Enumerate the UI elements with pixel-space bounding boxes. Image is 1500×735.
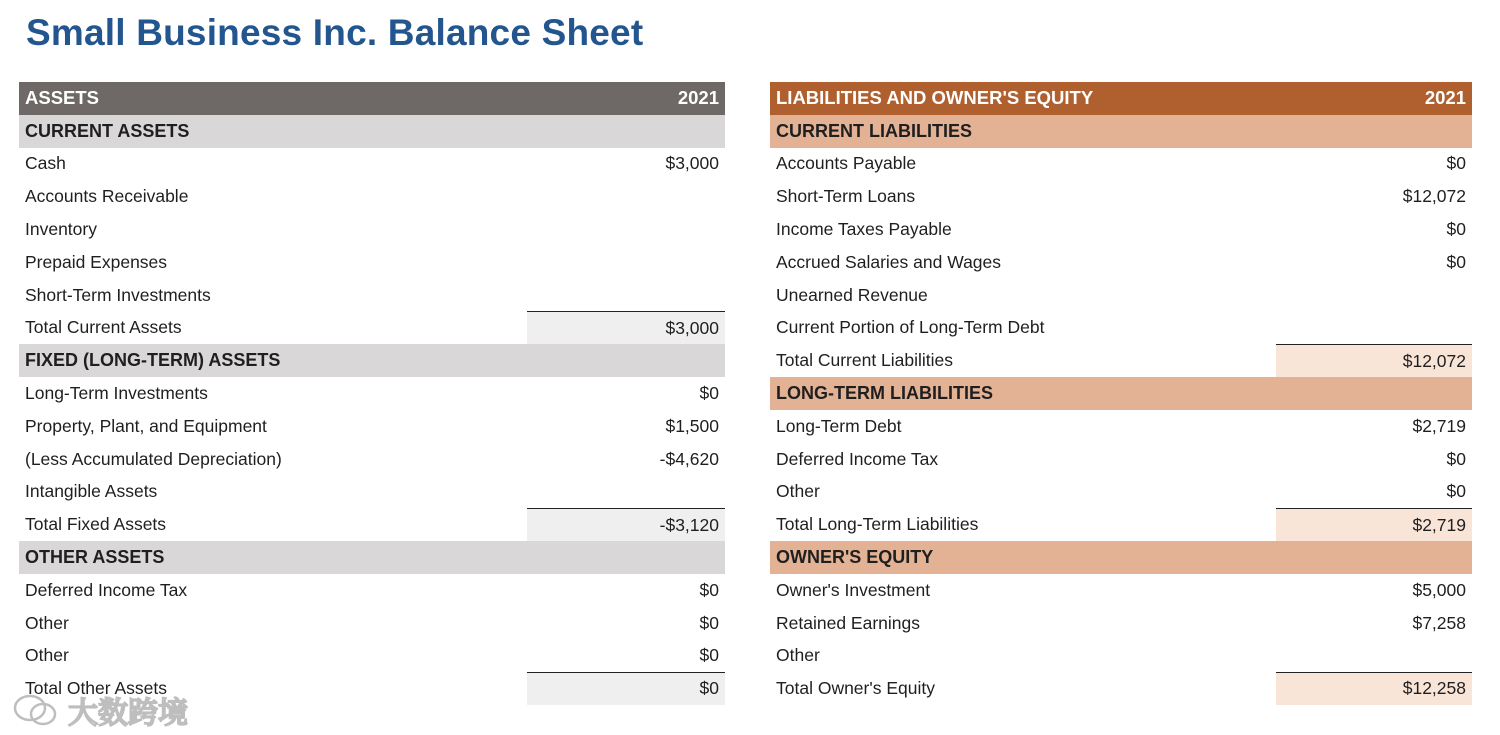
- assets-line-item-row: [19, 377, 725, 410]
- liabilities-line-item-row: [770, 607, 1472, 640]
- assets-line-item-row: [19, 246, 725, 279]
- liabilities-line-item-row: [770, 148, 1472, 181]
- assets-header-row: [19, 82, 725, 115]
- assets-line-item-row: [19, 443, 725, 476]
- liabilities-row-value: $0: [1446, 481, 1466, 502]
- assets-row-value: $1,500: [665, 415, 719, 436]
- assets-row-label: Other: [25, 612, 69, 633]
- liabilities-line-item-row: [770, 476, 1472, 509]
- assets-row-label: Prepaid Expenses: [25, 251, 168, 272]
- assets-row-label: Total Other Assets: [25, 678, 168, 699]
- liabilities-row-value: [1276, 377, 1472, 410]
- assets-row-value: [527, 541, 725, 574]
- assets-section-row: [19, 541, 725, 574]
- liabilities-line-item-row: [770, 279, 1472, 312]
- assets-table-body: [19, 82, 725, 705]
- liabilities-line-item-row: [770, 574, 1472, 607]
- liabilities-line-item-row: [770, 180, 1472, 213]
- assets-section-row: [19, 344, 725, 377]
- assets-row-value: -$4,620: [659, 448, 719, 469]
- assets-row-value: $0: [527, 672, 725, 705]
- assets-row-label: FIXED (LONG-TERM) ASSETS: [19, 344, 527, 377]
- assets-header-year: 2021: [527, 82, 725, 115]
- liabilities-row-label: OWNER'S EQUITY: [770, 541, 1276, 574]
- liabilities-section-row: [770, 115, 1472, 148]
- liabilities-line-item-row: [770, 443, 1472, 476]
- liabilities-row-label: LONG-TERM LIABILITIES: [770, 377, 1276, 410]
- liabilities-row-value: $12,072: [1402, 186, 1466, 207]
- assets-row-value: [527, 344, 725, 377]
- assets-total-row: [19, 312, 725, 345]
- assets-line-item-row: [19, 148, 725, 181]
- assets-row-value: [527, 476, 725, 509]
- liabilities-row-value: [1276, 115, 1472, 148]
- assets-row-value: $0: [699, 579, 719, 600]
- liabilities-header-row: [770, 82, 1472, 115]
- assets-row-label: Property, Plant, and Equipment: [25, 415, 267, 436]
- liabilities-row-label: Other: [776, 481, 820, 502]
- liabilities-row-value: $0: [1446, 448, 1466, 469]
- assets-line-item-row: [19, 180, 725, 213]
- liabilities-line-item-row: [770, 312, 1472, 345]
- liabilities-row-value: $12,258: [1276, 672, 1472, 705]
- assets-row-label: Long-Term Investments: [25, 383, 208, 404]
- watermark: [10, 688, 188, 732]
- liabilities-header-label: LIABILITIES AND OWNER'S EQUITY: [770, 82, 1276, 115]
- liabilities-line-item-row: [770, 213, 1472, 246]
- liabilities-line-item-row: [770, 410, 1472, 443]
- assets-header-label: ASSETS: [19, 82, 527, 115]
- liabilities-row-value: [1276, 279, 1472, 312]
- assets-row-value: [527, 115, 725, 148]
- assets-line-item-row: [19, 476, 725, 509]
- wechat-style-logo-icon: [10, 693, 62, 727]
- assets-row-label: Deferred Income Tax: [25, 579, 188, 600]
- liabilities-table: [770, 82, 1472, 705]
- liabilities-row-label: Deferred Income Tax: [776, 448, 939, 469]
- liabilities-row-value: $5,000: [1412, 579, 1466, 600]
- assets-row-value: $0: [699, 383, 719, 404]
- assets-total-row: [19, 508, 725, 541]
- assets-row-label: Other: [25, 645, 69, 666]
- liabilities-line-item-row: [770, 246, 1472, 279]
- liabilities-row-label: Total Current Liabilities: [776, 350, 954, 371]
- liabilities-header-year: 2021: [1276, 82, 1472, 115]
- liabilities-row-value: [1276, 312, 1472, 345]
- liabilities-table-body: [770, 82, 1472, 705]
- liabilities-total-row: [770, 508, 1472, 541]
- assets-row-label: CURRENT ASSETS: [19, 115, 527, 148]
- assets-row-label: (Less Accumulated Depreciation): [25, 448, 282, 469]
- assets-row-label: Intangible Assets: [25, 481, 158, 502]
- liabilities-total-row: [770, 672, 1472, 705]
- liabilities-row-value: [1276, 640, 1472, 673]
- liabilities-row-label: Income Taxes Payable: [776, 219, 952, 240]
- assets-row-label: OTHER ASSETS: [19, 541, 527, 574]
- assets-row-value: $0: [699, 645, 719, 666]
- page-title: Small Business Inc. Balance Sheet: [26, 12, 644, 53]
- liabilities-line-item-row: [770, 640, 1472, 673]
- liabilities-row-label: Short-Term Loans: [776, 186, 916, 207]
- liabilities-row-value: $7,258: [1412, 612, 1466, 633]
- liabilities-row-value: $12,072: [1276, 344, 1472, 377]
- liabilities-row-label: Owner's Investment: [776, 579, 931, 600]
- liabilities-section-row: [770, 377, 1472, 410]
- liabilities-row-label: Long-Term Debt: [776, 415, 902, 436]
- assets-row-label: Cash: [25, 153, 66, 174]
- liabilities-row-label: Other: [776, 645, 820, 666]
- assets-line-item-row: [19, 607, 725, 640]
- assets-row-value: [527, 180, 725, 213]
- assets-row-label: Inventory: [25, 219, 97, 240]
- assets-line-item-row: [19, 213, 725, 246]
- assets-row-label: Short-Term Investments: [25, 284, 211, 305]
- assets-row-value: $0: [699, 612, 719, 633]
- assets-line-item-row: [19, 410, 725, 443]
- assets-line-item-row: [19, 640, 725, 673]
- assets-table: [19, 82, 725, 705]
- liabilities-row-label: Total Owner's Equity: [776, 678, 935, 699]
- assets-row-value: $3,000: [665, 153, 719, 174]
- assets-row-value: [527, 279, 725, 312]
- liabilities-row-label: Current Portion of Long-Term Debt: [776, 317, 1045, 338]
- liabilities-row-label: Unearned Revenue: [776, 284, 928, 305]
- assets-row-label: Total Current Assets: [25, 317, 182, 338]
- liabilities-row-value: $0: [1446, 251, 1466, 272]
- liabilities-row-value: $0: [1446, 153, 1466, 174]
- liabilities-row-value: [1276, 541, 1472, 574]
- assets-row-value: $3,000: [527, 312, 725, 345]
- assets-row-value: [527, 213, 725, 246]
- liabilities-row-label: CURRENT LIABILITIES: [770, 115, 1276, 148]
- liabilities-row-value: $2,719: [1276, 508, 1472, 541]
- assets-line-item-row: [19, 279, 725, 312]
- assets-row-label: Total Fixed Assets: [25, 514, 167, 535]
- assets-row-label: Accounts Receivable: [25, 186, 189, 207]
- assets-row-value: [527, 246, 725, 279]
- assets-section-row: [19, 115, 725, 148]
- liabilities-row-label: Total Long-Term Liabilities: [776, 514, 979, 535]
- watermark-text: 大数跨境: [68, 696, 188, 731]
- liabilities-row-label: Retained Earnings: [776, 612, 920, 633]
- liabilities-total-row: [770, 344, 1472, 377]
- assets-row-value: -$3,120: [527, 508, 725, 541]
- liabilities-section-row: [770, 541, 1472, 574]
- liabilities-row-value: $0: [1446, 219, 1466, 240]
- liabilities-row-label: Accounts Payable: [776, 153, 917, 174]
- assets-line-item-row: [19, 574, 725, 607]
- liabilities-row-label: Accrued Salaries and Wages: [776, 251, 1002, 272]
- liabilities-row-value: $2,719: [1412, 415, 1466, 436]
